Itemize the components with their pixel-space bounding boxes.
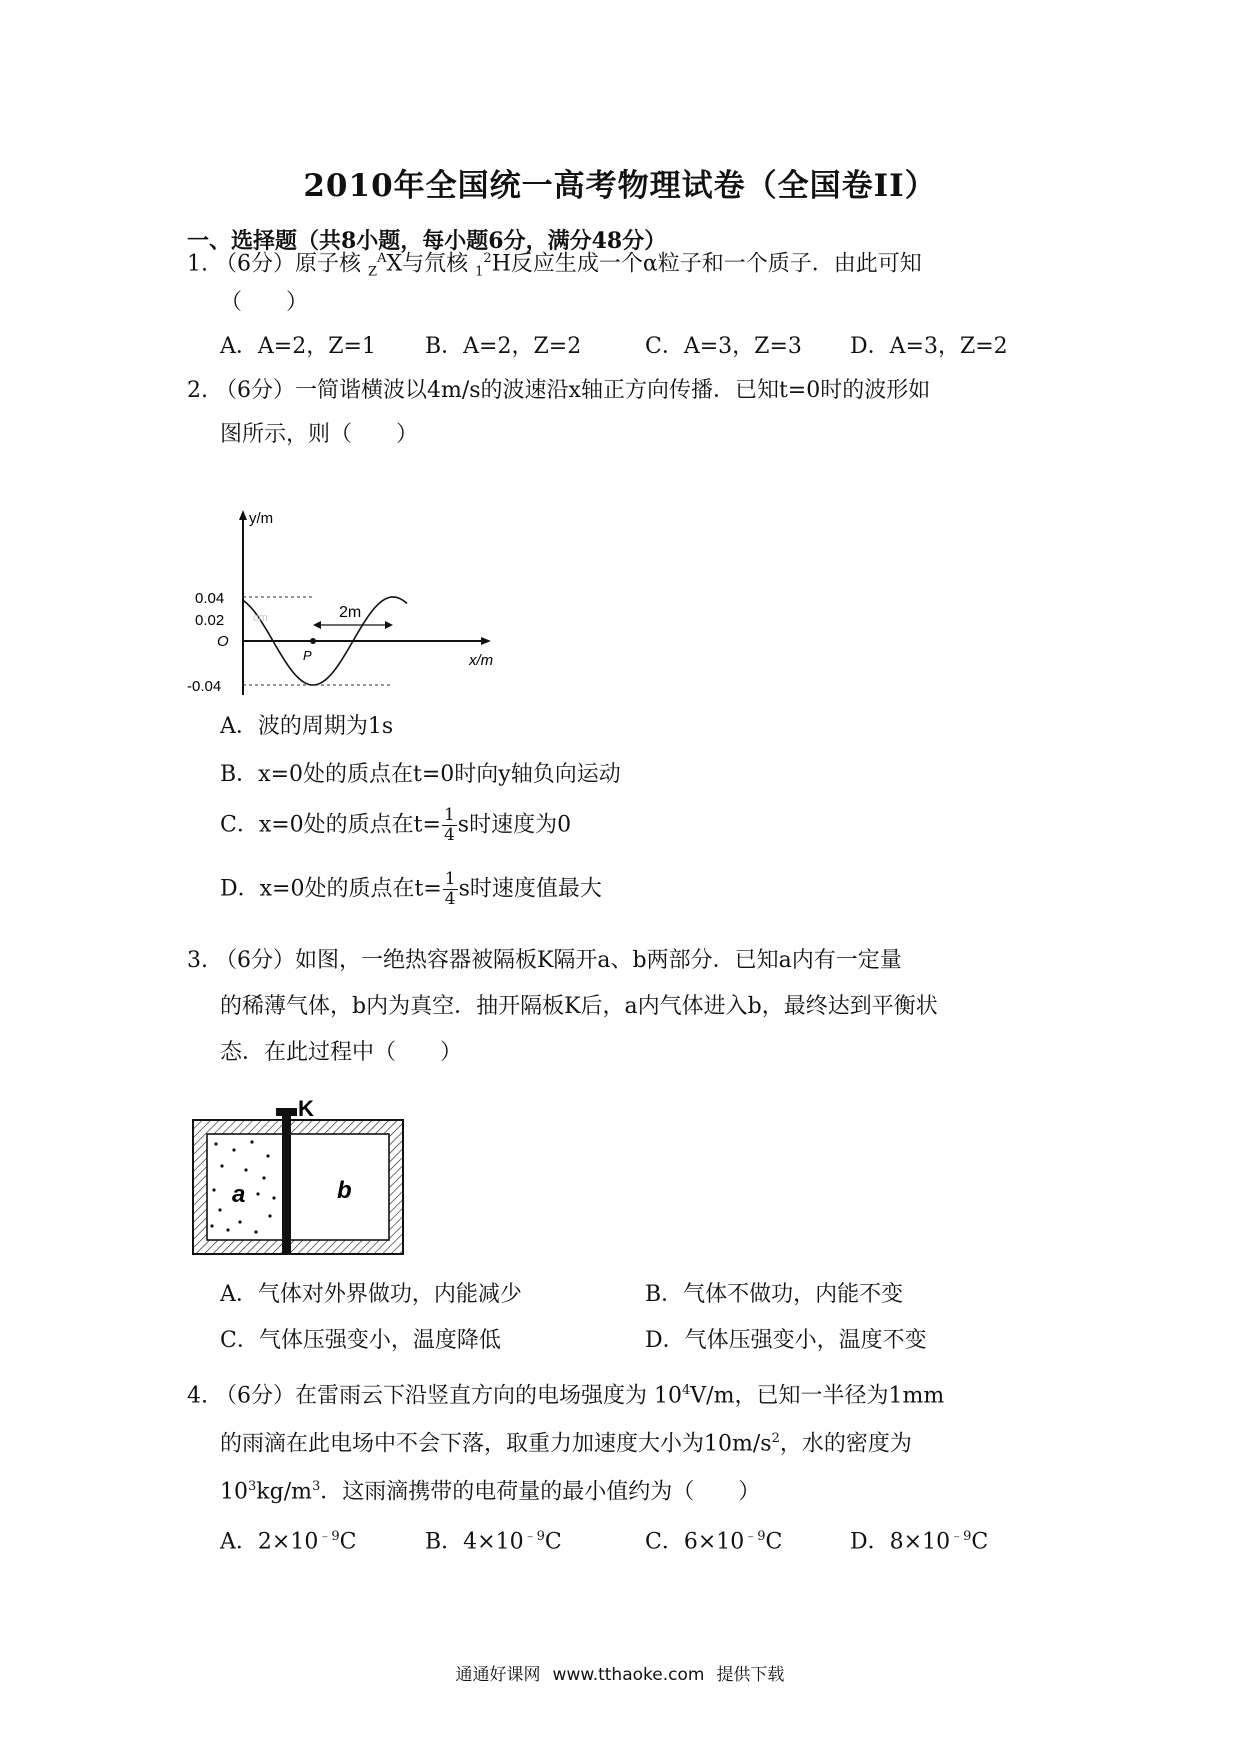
q4-sup: 2 [771,1431,780,1446]
footer-site: 通通好课网 [455,1665,541,1685]
label-b: b [337,1177,352,1204]
q4-option-text: B．4×10 [425,1529,524,1555]
q4-option-a [220,1522,356,1557]
q1-score: （6分） [215,251,295,277]
q4-option-text: A．2×10 [220,1529,319,1555]
q4-option-exp: ﹣9 [744,1529,766,1544]
q2-option-c-text: C．x=0处的质点在t= [220,812,441,838]
q3-score: （6分） [215,948,295,973]
fraction [442,806,457,845]
gas-particle [220,1164,223,1167]
gas-particle [226,1228,229,1231]
gas-particle [244,1168,247,1171]
q1-text: X与氘核 [386,251,469,277]
label-k: K [298,1098,314,1121]
q3-stem-line3: 态．在此过程中（ ） [220,1040,463,1065]
q4-stem-line1 [187,1376,944,1411]
q4-sup: 4 [682,1383,691,1398]
q4-option-d [850,1522,988,1557]
q2-score: （6分） [215,378,295,403]
q1-bracket: （ ） [220,290,309,315]
q1-sub-z: Z [368,264,378,280]
point-p [310,638,316,644]
q2-stem-line1 [187,376,930,406]
q2-option-c-text: s时速度为0 [457,812,572,838]
x-axis-arrow [481,637,491,645]
section-heading: 一、选择题（共8小题，每小题6分，满分48分） [187,228,667,254]
q4-option-b [425,1522,562,1557]
q2-option-b: B．x=0处的质点在t=0时向y轴负向运动 [220,762,621,787]
q4-text: kg/m [256,1479,312,1505]
fraction-denominator: 4 [443,825,455,845]
partition-k [282,1112,291,1254]
y-tick-neg004: -0.04 [187,678,222,695]
gas-particle [210,1224,213,1227]
q4-sup: 3 [311,1479,321,1494]
q1-number: 1. [187,251,208,277]
q2-option-d [220,870,602,909]
q1-text: 原子核 [295,251,362,277]
q4-stem-line3 [220,1472,760,1507]
gas-particle [238,1220,241,1223]
q2-number: 2. [187,378,208,403]
fraction-denominator: 4 [444,889,456,909]
origin-label: O [217,633,229,650]
q3-stem-line2: 的稀薄气体，b内为真空．抽开隔板K后，a内气体进入b，最终达到平衡状 [220,994,938,1019]
label-a: a [232,1181,246,1208]
distance-arrow-left [313,621,321,629]
q4-option-c [645,1522,782,1557]
q4-option-unit: C [971,1529,989,1555]
q3-text: 如图，一绝热容器被隔板K隔开a、b两部分．已知a内有一定量 [295,948,902,973]
q4-option-exp: ﹣9 [950,1529,972,1544]
gas-particle [266,1154,269,1157]
q3-option-d: D．气体压强变小，温度不变 [645,1328,927,1353]
q4-option-exp: ﹣9 [523,1529,545,1544]
q2-option-d-text: s时速度值最大 [458,876,602,902]
distance-label: 2m [339,604,362,621]
faint-cm-label: cm [253,612,268,624]
distance-arrow-right [385,621,393,629]
fraction-numerator: 1 [443,805,455,825]
q3-option-b: B．气体不做功，内能不变 [645,1282,904,1307]
q2-option-a: A．波的周期为1s [220,714,394,739]
q3-number: 3. [187,948,208,973]
q4-option-unit: C [339,1529,357,1555]
q4-score: （6分） [215,1383,295,1409]
q3-option-c: C．气体压强变小，温度降低 [220,1328,501,1353]
gas-particle [232,1148,235,1151]
q2-text: 一简谐横波以4m/s的波速沿x轴正方向传播．已知t=0时的波形如 [295,378,931,403]
gas-particle [262,1176,265,1179]
q4-text: 10 [654,1383,683,1409]
q4-text: V/m，已知一半径为1mm [690,1383,945,1409]
q1-stem [187,244,922,288]
partition-k-handle [276,1108,297,1116]
q4-option-text: C．6×10 [645,1529,745,1555]
y-axis-label: y/m [249,510,274,527]
q2-option-c [220,806,571,845]
q2-option-d-text: D．x=0处的质点在t= [220,876,442,902]
wave-figure [185,505,535,705]
q1-option-c: C．A=3，Z=3 [645,334,802,359]
q1-option-a: A．A=2，Z=1 [220,334,376,359]
page-footer [0,1660,1240,1685]
q1-sub-1: 1 [475,264,484,280]
q4-number: 4. [187,1383,208,1409]
fraction-numerator: 1 [444,869,456,889]
q1-sup-a: A [377,251,387,266]
gas-particle [212,1188,215,1191]
q4-option-text: D．8×10 [850,1529,951,1555]
y-tick-004: 0.04 [195,590,225,607]
q4-text: ．这雨滴携带的电荷量的最小值约为（ ） [320,1479,761,1505]
q1-sup-2: 2 [483,251,492,266]
q4-option-unit: C [765,1529,783,1555]
q3-option-a: A．气体对外界做功，内能减少 [220,1282,522,1307]
fraction [443,870,458,909]
gas-particle [256,1192,259,1195]
q1-text: H反应生成一个α粒子和一个质子．由此可知 [491,251,922,277]
gas-particle [218,1208,221,1211]
q4-sup: 3 [248,1479,257,1494]
footer-note: 提供下载 [716,1665,785,1685]
q4-text: 10 [220,1479,248,1505]
page-title: 2010年全国统一高考物理试卷（全国卷II） [303,168,937,204]
gas-particle [250,1140,253,1143]
gas-particle [268,1214,271,1217]
q4-text: 在雷雨云下沿竖直方向的电场强度为 [295,1383,648,1409]
q4-option-unit: C [544,1529,562,1555]
footer-url[interactable]: www.tthaoke.com [552,1665,705,1685]
gas-particle [272,1196,275,1199]
q1-option-b: B．A=2，Z=2 [425,334,582,359]
y-tick-002: 0.02 [195,612,225,629]
gas-particle [254,1230,257,1233]
y-axis-arrow [239,510,247,520]
q4-text: ，水的密度为 [779,1431,912,1457]
q1-option-d: D．A=3，Z=2 [850,334,1008,359]
q4-stem-line2 [220,1424,912,1459]
q2-stem-line2: 图所示，则（ ） [220,422,419,447]
gas-particle [214,1142,217,1145]
container-figure [190,1098,415,1260]
q4-text: 的雨滴在此电场中不会下落，取重力加速度大小为10m/s [220,1431,772,1457]
point-p-label: P [303,648,312,663]
q3-stem-line1 [187,946,902,976]
q4-option-exp: ﹣9 [318,1529,340,1544]
x-axis-label: x/m [469,652,494,669]
